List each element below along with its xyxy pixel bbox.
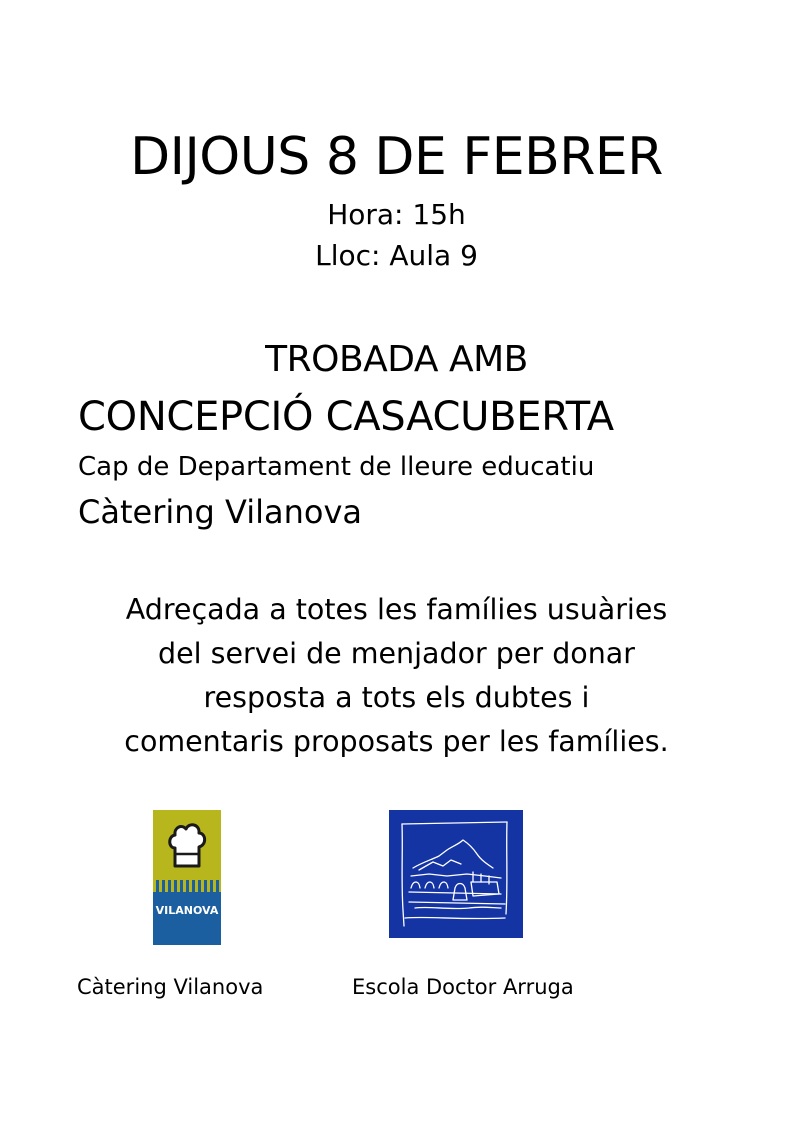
speaker-role: Cap de Departament de lleure educatiu	[78, 452, 595, 482]
village-sketch-icon	[389, 810, 523, 938]
event-place: Lloc: Aula 9	[315, 239, 478, 272]
catering-vilanova-logo	[153, 810, 221, 945]
description-line: Adreçada a totes les famílies usuàries	[125, 593, 668, 626]
escola-doctor-arruga-logo	[389, 810, 523, 938]
escola-doctor-arruga-caption: Escola Doctor Arruga	[352, 975, 574, 999]
description-line: comentaris proposats per les famílies.	[124, 725, 669, 758]
meeting-heading: TROBADA AMB	[265, 339, 528, 380]
description-line: del servei de menjador per donar	[158, 637, 635, 670]
logo-stripe	[153, 880, 221, 892]
catering-vilanova-caption: Càtering Vilanova	[77, 975, 264, 999]
speaker-name: CONCEPCIÓ CASACUBERTA	[78, 394, 614, 440]
logo-brand-text: VILANOVA	[155, 904, 219, 917]
meeting-description	[0, 588, 793, 764]
event-time: Hora: 15h	[327, 198, 466, 231]
event-date-title: DIJOUS 8 DE FEBRER	[130, 127, 663, 187]
chef-hat-icon	[167, 818, 207, 870]
description-line: resposta a tots els dubtes i	[203, 681, 590, 714]
speaker-company: Càtering Vilanova	[78, 493, 362, 531]
